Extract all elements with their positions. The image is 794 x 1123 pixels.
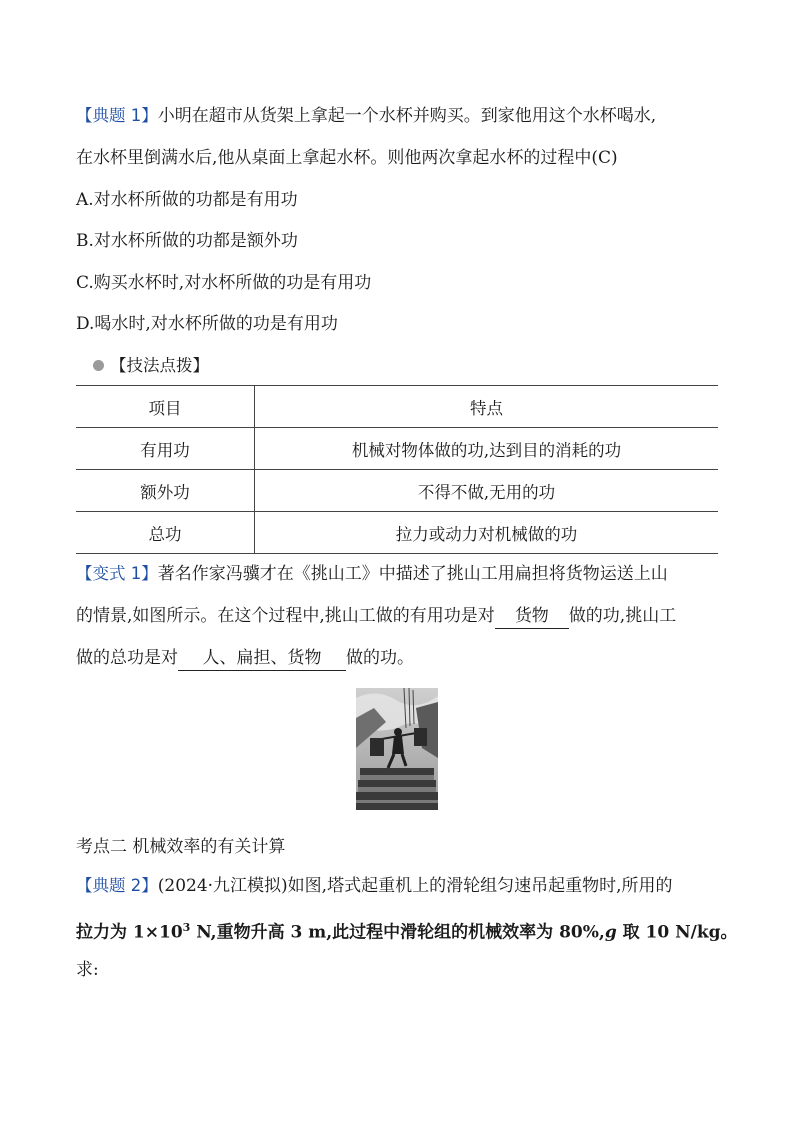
option-c: C.购买水杯时,对水杯所做的功是有用功 bbox=[76, 273, 372, 293]
table-row bbox=[76, 428, 718, 470]
table-header-item: 项目 bbox=[76, 386, 255, 428]
tips-bullet-icon bbox=[93, 360, 104, 371]
table-cell: 不得不做,无用的功 bbox=[255, 470, 719, 512]
porter-illustration bbox=[356, 688, 438, 810]
option-b: B.对水杯所做的功都是额外功 bbox=[76, 231, 298, 251]
example2-line2: 拉力为 $1\times 10^3$ N,重物升高 3 m,此过程中滑轮组的机械效率为 80%,g 取 10 N/kg。 bbox=[76, 921, 738, 943]
example1-line1: 【典题 1】小明在超市从货架上拿起一个水杯并购买。到家他用这个水杯喝水, bbox=[76, 106, 657, 126]
tips-table bbox=[76, 385, 718, 554]
table-cell: 有用功 bbox=[76, 428, 255, 470]
variant1-line2: 的情景,如图所示。在这个过程中,挑山工做的有用功是对 货物 做的功,挑山工 bbox=[76, 604, 676, 629]
example2-line1: 【典题 2】(2024·九江模拟)如图,塔式起重机上的滑轮组匀速吊起重物时,所用的 bbox=[76, 876, 673, 896]
table-cell: 机械对物体做的功,达到目的消耗的功 bbox=[255, 428, 719, 470]
table-row bbox=[76, 470, 718, 512]
option-d: D.喝水时,对水杯所做的功是有用功 bbox=[76, 314, 338, 334]
table-cell: 额外功 bbox=[76, 470, 255, 512]
variant1-tag: 【变式 1】 bbox=[76, 564, 158, 583]
example1-tag: 【典题 1】 bbox=[76, 106, 158, 125]
answer-blank-1: 货物 bbox=[495, 604, 569, 629]
table-header-row bbox=[76, 386, 718, 428]
variant1-line3: 做的总功是对 人、扁担、货物 做的功。 bbox=[76, 646, 414, 671]
section-title: 考点二 机械效率的有关计算 bbox=[76, 837, 286, 857]
option-a: A.对水杯所做的功都是有用功 bbox=[76, 190, 298, 210]
variant1-line1: 【变式 1】著名作家冯骥才在《挑山工》中描述了挑山工用扁担将货物运送上山 bbox=[76, 564, 668, 584]
table-cell: 拉力或动力对机械做的功 bbox=[255, 512, 719, 554]
example2-tag: 【典题 2】 bbox=[76, 876, 158, 895]
answer-blank-2: 人、扁担、货物 bbox=[178, 646, 346, 671]
table-cell: 总功 bbox=[76, 512, 255, 554]
table-row bbox=[76, 512, 718, 554]
table-header-feature: 特点 bbox=[255, 386, 719, 428]
example1-line2: 在水杯里倒满水后,他从桌面上拿起水杯。则他两次拿起水杯的过程中(C) bbox=[76, 148, 618, 168]
tips-title: 【技法点拨】 bbox=[93, 354, 209, 378]
example2-line3: 求: bbox=[76, 960, 99, 980]
